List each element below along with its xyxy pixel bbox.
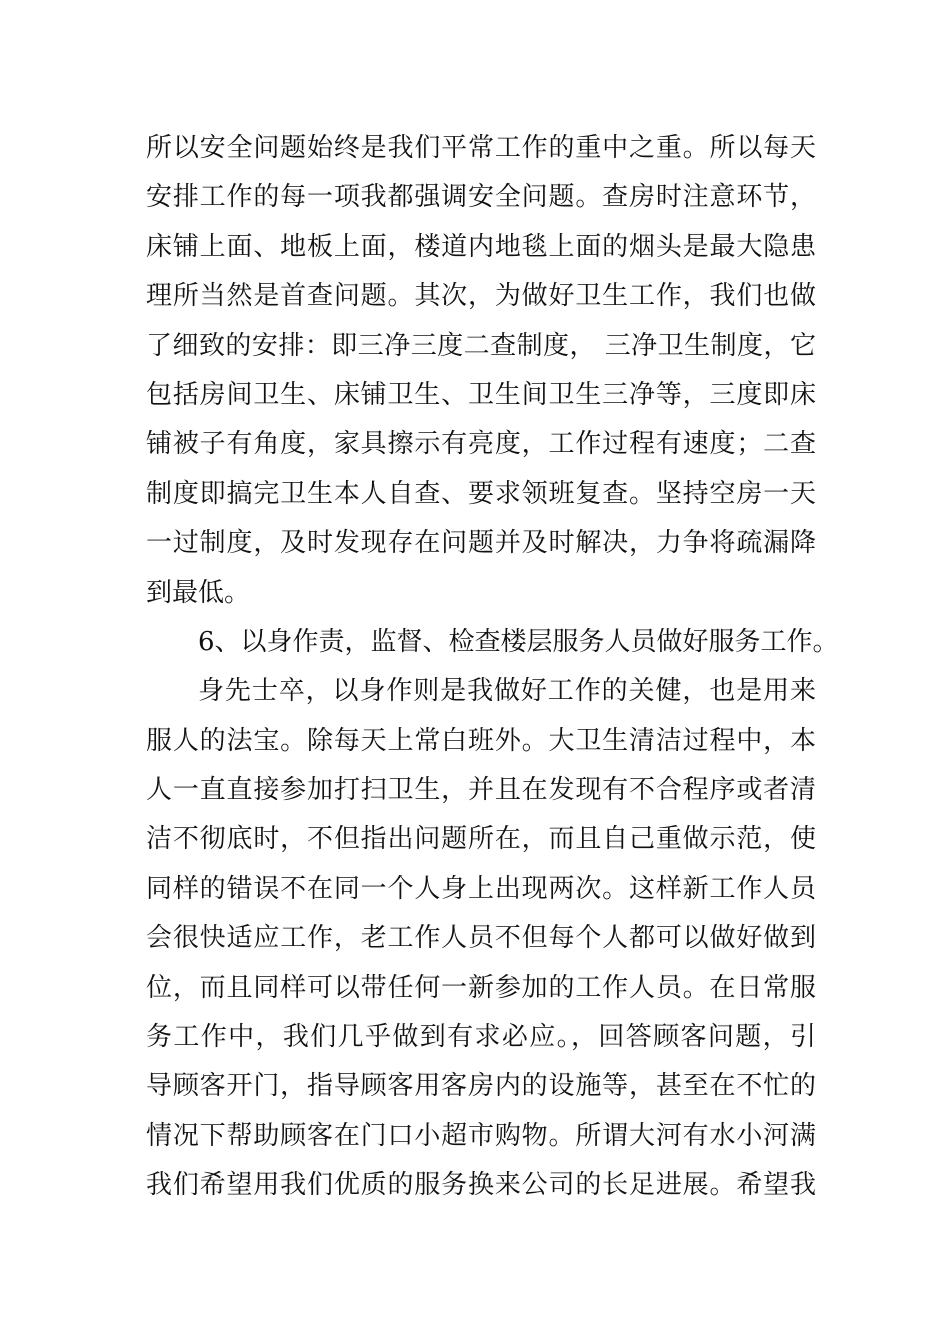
text-line: 了细致的安排：即三净三度二查制度， 三净卫生制度，它 <box>146 330 816 361</box>
text-line: 一过制度，及时发现存在问题并及时解决，力争将疏漏降 <box>146 528 816 559</box>
text-line: 同样的错误不在同一个人身上出现两次。这样新工作人员 <box>146 873 816 904</box>
text-line: 情况下帮助顾客在门口小超市购物。所谓大河有水小河满 <box>146 1120 816 1151</box>
text-line: 洁不彻底时，不但指出问题所在，而且自己重做示范，使 <box>146 824 816 855</box>
text-line: 我们希望用我们优质的服务换来公司的长足进展。希望我 <box>146 1170 816 1201</box>
text-line: 服人的法宝。除每天上常白班外。大卫生清洁过程中，本 <box>146 725 816 756</box>
text-line: 导顾客开门，指导顾客用客房内的设施等，甚至在不忙的 <box>146 1071 816 1102</box>
text-line: 身先士卒，以身作则是我做好工作的关健，也是用来 <box>198 676 816 707</box>
text-line: 到最低。 <box>146 577 251 608</box>
text-line: 铺被子有角度，家具擦示有亮度，工作过程有速度；二查 <box>146 429 816 460</box>
text-line: 会很快适应工作，老工作人员不但每个人都可以做好做到 <box>146 923 816 954</box>
section-heading: 6、以身作责，监督、检查楼层服务人员做好服务工作。 <box>198 626 839 657</box>
body-text <box>146 124 839 1211</box>
text-line: 安排工作的每一项我都强调安全问题。查房时注意环节， <box>146 182 816 213</box>
text-line: 位，而且同样可以带任何一新参加的工作人员。在日常服 <box>146 972 816 1003</box>
text-line: 床铺上面、地板上面，楼道内地毯上面的烟头是最大隐患 <box>146 231 816 262</box>
text-line: 制度即搞完卫生本人自查、要求领班复查。坚持空房一天 <box>146 478 816 509</box>
text-line: 理所当然是首查问题。其次，为做好卫生工作，我们也做 <box>146 281 816 312</box>
text-line: 人一直直接参加打扫卫生，并且在发现有不合程序或者清 <box>146 775 816 806</box>
text-line: 务工作中，我们几乎做到有求必应。，回答顾客问题，引 <box>146 1022 816 1053</box>
text-line: 包括房间卫生、床铺卫生、卫生间卫生三净等，三度即床 <box>146 379 816 410</box>
text-line: 所以安全问题始终是我们平常工作的重中之重。所以每天 <box>146 133 816 163</box>
